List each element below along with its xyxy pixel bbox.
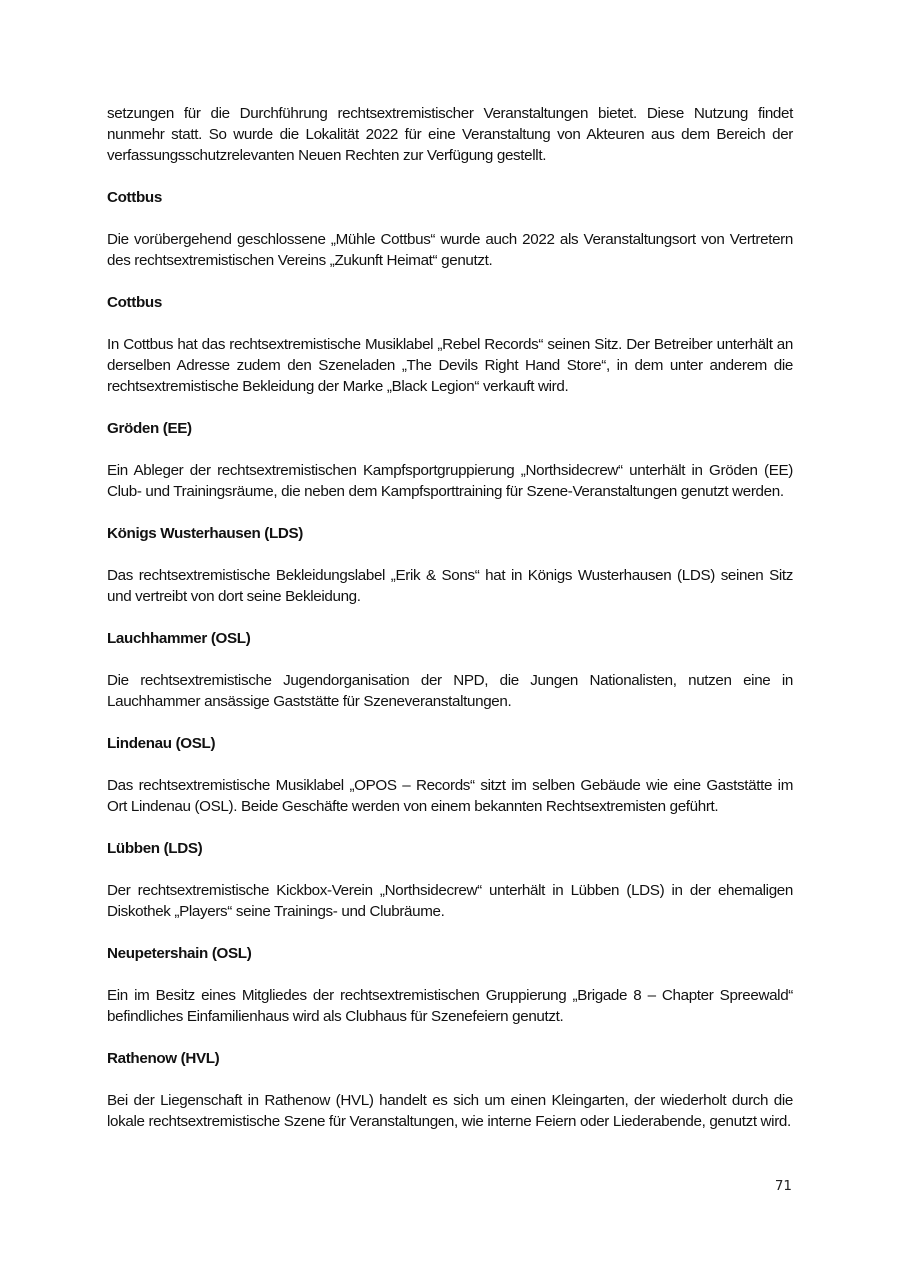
section-groeden [107,418,793,502]
section-cottbus-1 [107,187,793,271]
section-paragraph: In Cottbus hat das rechtsextremistische Musiklabel „Rebel Records“ seinen Sitz. Der Betreiber unterhält an derselben Adresse zudem den Szeneladen „The Devils Right Hand Store“, in dem unter anderem die rechtsextremistische Bekleidung der Marke „Black Legion“ verkauft wird. [107,336,793,395]
section-paragraph: Ein Ableger der rechtsextremistischen Kampfsportgruppierung „Northsidecrew“ unterhält in Gröden (EE) Club- und Trainingsräume, die neben dem Kampfsporttraining für Szene-Veranstaltungen genutzt werden. [107,462,793,500]
section-luebben [107,838,793,922]
section-paragraph: Das rechtsextremistische Bekleidungslabel „Erik & Sons“ hat in Königs Wusterhausen (LDS) seinen Sitz und vertreibt von dort seine Bekleidung. [107,567,793,605]
section-heading: Lübben (LDS) [107,840,203,857]
intro-paragraph: setzungen für die Durchführung rechtsextremistischer Veranstaltungen bietet. Diese Nutzung findet nunmehr statt. So wurde die Lokalität 2022 für eine Veranstaltung von Akteuren aus dem Bereich der verfassungsschutzrelevanten Neuen Rechten zur Verfügung gestellt. [107,105,793,164]
section-heading: Königs Wusterhausen (LDS) [107,525,304,542]
section-heading: Cottbus [107,189,162,206]
section-heading: Lauchhammer (OSL) [107,630,251,647]
section-paragraph: Die rechtsextremistische Jugendorganisation der NPD, die Jungen Nationalisten, nutzen eine in Lauchhammer ansässige Gaststätte für Szeneveranstaltungen. [107,672,793,710]
section-paragraph: Die vorübergehend geschlossene „Mühle Cottbus“ wurde auch 2022 als Veranstaltungsort von Vertretern des rechtsextremistischen Vereins „Zukunft Heimat“ genutzt. [107,231,793,269]
section-cottbus-2 [107,292,793,397]
section-neupetershain [107,943,793,1027]
section-heading: Cottbus [107,294,162,311]
section-rathenow [107,1048,793,1132]
section-heading: Gröden (EE) [107,420,192,437]
section-heading: Rathenow (HVL) [107,1050,220,1067]
page-number: 71 [774,1178,792,1194]
section-paragraph: Das rechtsextremistische Musiklabel „OPOS – Records“ sitzt im selben Gebäude wie eine Gaststätte im Ort Lindenau (OSL). Beide Geschäfte werden von einem bekannten Rechtsextremisten geführt. [107,777,793,815]
section-paragraph: Bei der Liegenschaft in Rathenow (HVL) handelt es sich um einen Kleingarten, der wiederholt durch die lokale rechtsextremistische Szene für Veranstaltungen, wie interne Feiern oder Liederabende, genutzt wird. [107,1092,793,1130]
section-koenigs-wusterhausen [107,523,793,607]
section-heading: Neupetershain (OSL) [107,945,252,962]
section-lauchhammer [107,628,793,712]
section-paragraph: Ein im Besitz eines Mitgliedes der rechtsextremistischen Gruppierung „Brigade 8 – Chapter Spreewald“ befindliches Einfamilienhaus wird als Clubhaus für Szenefeiern genutzt. [107,987,793,1025]
section-heading: Lindenau (OSL) [107,735,216,752]
section-lindenau [107,733,793,817]
document-body [107,103,793,1153]
section-paragraph: Der rechtsextremistische Kickbox-Verein „Northsidecrew“ unterhält in Lübben (LDS) in der ehemaligen Diskothek „Players“ seine Trainings- und Clubräume. [107,882,793,920]
